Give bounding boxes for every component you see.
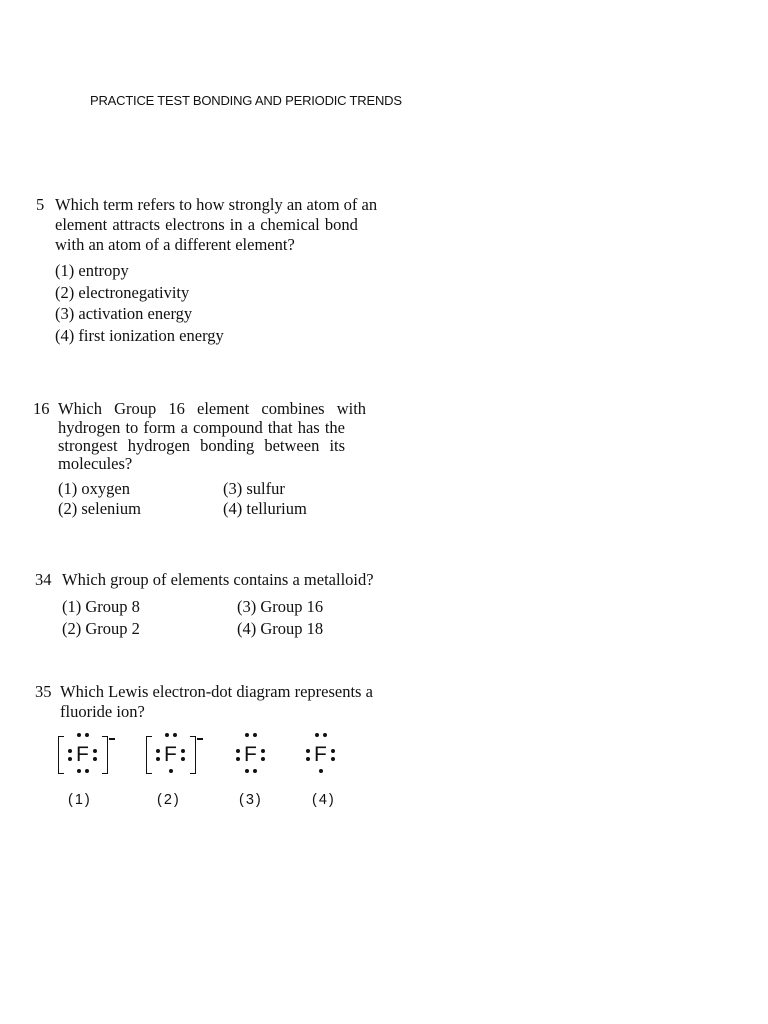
left-bracket [146,736,152,774]
question-16 [33,399,378,524]
electron-dot [156,749,160,753]
electron-dot [68,757,72,761]
negative-charge [109,738,115,740]
electron-dot [261,757,265,761]
electron-dot [77,733,81,737]
electron-dot [253,769,257,773]
answer-option: (4) tellurium [223,499,307,518]
electron-dot [165,733,169,737]
question-stem-line: strongest hydrogen bonding between its [58,436,346,455]
electron-dot [236,757,240,761]
electron-dot [315,733,319,737]
right-bracket [190,736,196,774]
question-number: 34 [35,570,52,589]
question-stem-line: fluoride ion? [60,702,145,721]
answer-option: (2) electronegativity [55,283,190,302]
electron-dot [306,757,310,761]
choice-label-4: (4) [312,792,336,808]
answer-option: (4) first ionization energy [55,326,224,345]
negative-charge [197,738,203,740]
question-stem-line: Which group of elements contains a metalloid? [62,570,374,589]
electron-dot [245,733,249,737]
electron-dot [261,749,265,753]
question-stem-line: Which Lewis electron-dot diagram represents a [60,682,373,701]
answer-option: (1) oxygen [58,479,130,498]
electron-dot [323,733,327,737]
question-stem-line: element attracts electrons in a chemical bond [55,215,358,234]
question-stem-line: Which Group 16 element combines with [58,399,367,418]
electron-dot [85,733,89,737]
fluorine-symbol: F [244,743,257,766]
answer-option: (2) selenium [58,499,141,518]
electron-dot [93,749,97,753]
question-stem-line: Which term refers to how strongly an atom of an [55,195,378,214]
answer-option: (3) Group 16 [237,597,324,616]
choice-label-2: (2) [157,792,181,808]
answer-option: (3) sulfur [223,479,285,498]
answer-option: (2) Group 2 [62,619,140,638]
question-5 [36,195,416,355]
electron-dot [181,749,185,753]
electron-dot [68,749,72,753]
answer-option: (4) Group 18 [237,619,324,638]
question-number: 35 [35,682,52,701]
right-bracket [102,736,108,774]
electron-dot [331,757,335,761]
electron-dot [253,733,257,737]
fluorine-symbol: F [76,743,89,766]
electron-dot [306,749,310,753]
question-35 [35,682,415,727]
page-title: PRACTICE TEST BONDING AND PERIODIC TRENDS [90,93,402,108]
electron-dot [181,757,185,761]
lewis-diagram-1 [58,733,118,777]
question-34 [35,570,415,645]
choice-label-3: (3) [239,792,263,808]
electron-dot [85,769,89,773]
question-stem-line: molecules? [58,454,133,473]
electron-dot [245,769,249,773]
electron-dot [93,757,97,761]
answer-option: (1) entropy [55,261,129,280]
lewis-diagram-2 [146,733,206,777]
lewis-diagram-3 [234,733,274,777]
question-stem-line: hydrogen to form a compound that has the [58,418,345,437]
electron-dot [156,757,160,761]
lewis-diagram-4 [304,733,344,777]
electron-dot [169,769,173,773]
fluorine-symbol: F [314,743,327,766]
choice-label-1: (1) [68,792,92,808]
left-bracket [58,736,64,774]
electron-dot [77,769,81,773]
electron-dot [236,749,240,753]
electron-dot [173,733,177,737]
electron-dot [331,749,335,753]
question-stem-line: with an atom of a different element? [55,235,295,254]
electron-dot [319,769,323,773]
fluorine-symbol: F [164,743,177,766]
question-number: 5 [36,195,45,214]
answer-option: (3) activation energy [55,304,193,323]
answer-option: (1) Group 8 [62,597,140,616]
question-number: 16 [33,399,50,418]
